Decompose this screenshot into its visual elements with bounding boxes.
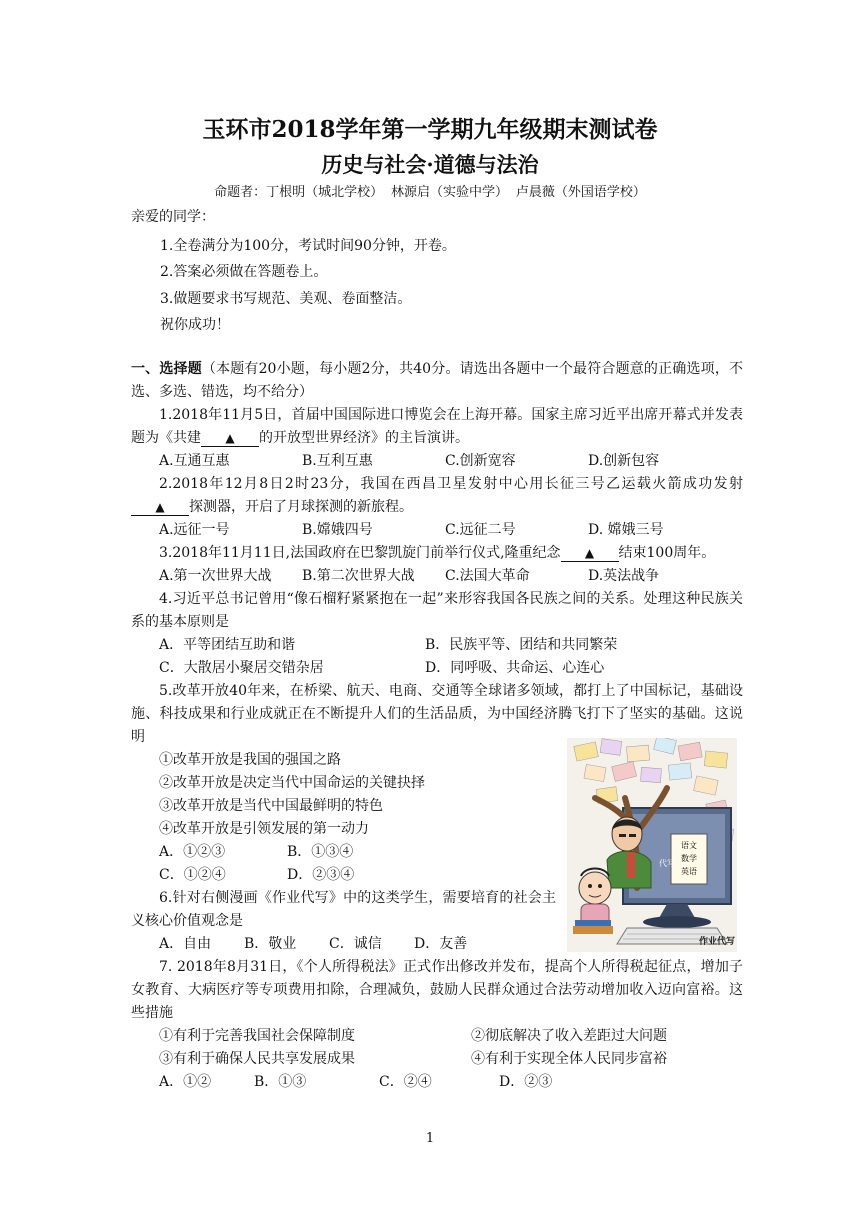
option-a: A.第一次世界大战 <box>159 568 272 584</box>
option-d: D.英法战争 <box>588 568 660 584</box>
statement-4: ④改革开放是引领发展的第一动力 <box>159 821 369 837</box>
statement-3: ③改革开放是当代中国最鲜明的特色 <box>159 798 383 814</box>
option-c: C．诚信 <box>329 936 382 952</box>
svg-text:英语: 英语 <box>681 867 697 876</box>
option-a: A．①②③ <box>159 844 226 860</box>
option-b: B．敬业 <box>244 936 297 952</box>
question-3-options <box>131 565 743 588</box>
question-7-statements-row2 <box>131 1048 743 1071</box>
question-4: 4.习近平总书记曾用“像石榴籽紧紧抱在一起”来形容我国各民族之间的关系。处理这种民族关系的基本原则是 <box>131 591 743 630</box>
option-a: A．自由 <box>159 936 212 952</box>
svg-text:数学: 数学 <box>681 854 697 863</box>
question-4-options-row1 <box>131 634 743 657</box>
cartoon-caption: 作业代写 <box>698 937 736 947</box>
question-1: 1.2018年11月5日，首届中国国际进口博览会在上海开幕。国家主席习近平出席开幕式并发表题为《共建 ▲ 的开放型世界经济》的主旨演讲。 <box>131 407 743 446</box>
option-a: A.远征一号 <box>159 522 230 538</box>
svg-text:语文: 语文 <box>681 841 697 850</box>
option-c: C．①②④ <box>159 867 226 883</box>
option-b: B.嫦娥四号 <box>302 522 373 538</box>
question-3: 3.2018年11月11日,法国政府在巴黎凯旋门前举行仪式,隆重纪念 ▲ 结束100周年。 <box>159 545 716 561</box>
question-5: 5.改革开放40年来，在桥梁、航天、电商、交通等全球诸多领域，都打上了中国标记，基础设施、科技成果和行业成就正在不断提升人们的生活品质，为中国经济腾飞打下了坚实的基础。这说明 <box>131 683 743 745</box>
option-b: B.互利互惠 <box>302 453 373 469</box>
closing: 祝你成功！ <box>160 317 230 333</box>
questions-body <box>131 358 743 1094</box>
option-d: D. 嫦娥三号 <box>588 522 664 538</box>
question-7: 7. 2018年8月31日，《个人所得税法》正式作出修改并发布，提高个人所得税起征点，增加子女教育、大病医疗等专项费用扣除，合理减负，鼓励人民群众通过合法劳动增加收入迈向富裕。这些措施 <box>131 959 743 1021</box>
option-c: C.法国大革命 <box>445 568 530 584</box>
answer-blank: ▲ <box>131 499 189 516</box>
statement-3: ③有利于确保人民共享发展成果 <box>159 1051 355 1067</box>
option-c: C.创新宽容 <box>445 453 516 469</box>
statement-2: ②彻底解决了收入差距过大问题 <box>471 1028 667 1044</box>
question-4-options-row2 <box>131 657 743 680</box>
authors-line: 命题者：丁根明（城北学校） 林源启（实验中学） 卢晨薇（外国语学校） <box>214 185 646 200</box>
question-2: 2.2018年12月8日2时23分，我国在西昌卫星发射中心用长征三号乙运载火箭成功发射▲ 探测器，开启了月球探测的新旅程。 <box>131 473 743 519</box>
option-b: B.第二次世界大战 <box>302 568 415 584</box>
option-d: D．②③④ <box>287 867 355 883</box>
cartoon-illustration <box>567 738 737 952</box>
cartoon-homework-ghostwriting <box>567 738 737 952</box>
question-6: 6.针对右侧漫画《作业代写》中的这类学生，需要培育的社会主义核心价值观念是 <box>131 890 556 929</box>
svg-text:代写: 代写 <box>659 859 675 868</box>
exam-title: 玉环市2018学年第一学期九年级期末测试卷 <box>202 116 658 143</box>
question-7-statements-row1 <box>131 1025 743 1048</box>
intro-item-1: 1.全卷满分为100分，考试时间90分钟，开卷。 <box>160 238 456 254</box>
option-b: B．①③④ <box>287 844 354 860</box>
option-a: A．①② <box>159 1074 212 1090</box>
intro-item-3: 3.做题要求书写规范、美观、卷面整洁。 <box>160 291 412 307</box>
option-c: C．大散居小聚居交错杂居 <box>159 660 324 676</box>
exam-subtitle: 历史与社会·道德与法治 <box>321 152 539 177</box>
option-c: C．②④ <box>379 1074 432 1090</box>
option-a: A．平等团结互助和谐 <box>159 637 296 653</box>
option-a: A.互通互惠 <box>159 453 230 469</box>
statement-1: ①有利于完善我国社会保障制度 <box>159 1028 355 1044</box>
statement-1: ①改革开放是我国的强国之路 <box>159 752 341 768</box>
option-d: D.创新包容 <box>588 453 660 469</box>
option-b: B．民族平等、团结和共同繁荣 <box>425 637 618 653</box>
statement-2: ②改革开放是决定当代中国命运的关键抉择 <box>159 775 425 791</box>
option-d: D．②③ <box>499 1074 553 1090</box>
option-c: C.远征二号 <box>445 522 516 538</box>
option-d: D．同呼吸、共命运、心连心 <box>425 660 605 676</box>
option-d: D．友善 <box>414 936 468 952</box>
question-7-options <box>131 1071 743 1094</box>
section-heading: 一、选择题（本题有20小题，每小题2分，共40分。请选出各题中一个最符合题意的正确选项，不选、多选、错选，均不给分） <box>131 361 743 400</box>
question-2-options <box>131 519 743 542</box>
question-1-options <box>131 450 743 473</box>
subject-list-icon <box>671 834 707 884</box>
option-b: B．①③ <box>254 1074 307 1090</box>
greeting: 亲爱的同学： <box>131 209 215 225</box>
intro-item-2: 2.答案必须做在答题卷上。 <box>160 264 328 280</box>
page-number: 1 <box>425 1131 435 1146</box>
answer-blank: ▲ <box>561 545 619 562</box>
answer-blank: ▲ <box>201 430 259 447</box>
statement-4: ④有利于实现全体人民同步富裕 <box>471 1051 667 1067</box>
